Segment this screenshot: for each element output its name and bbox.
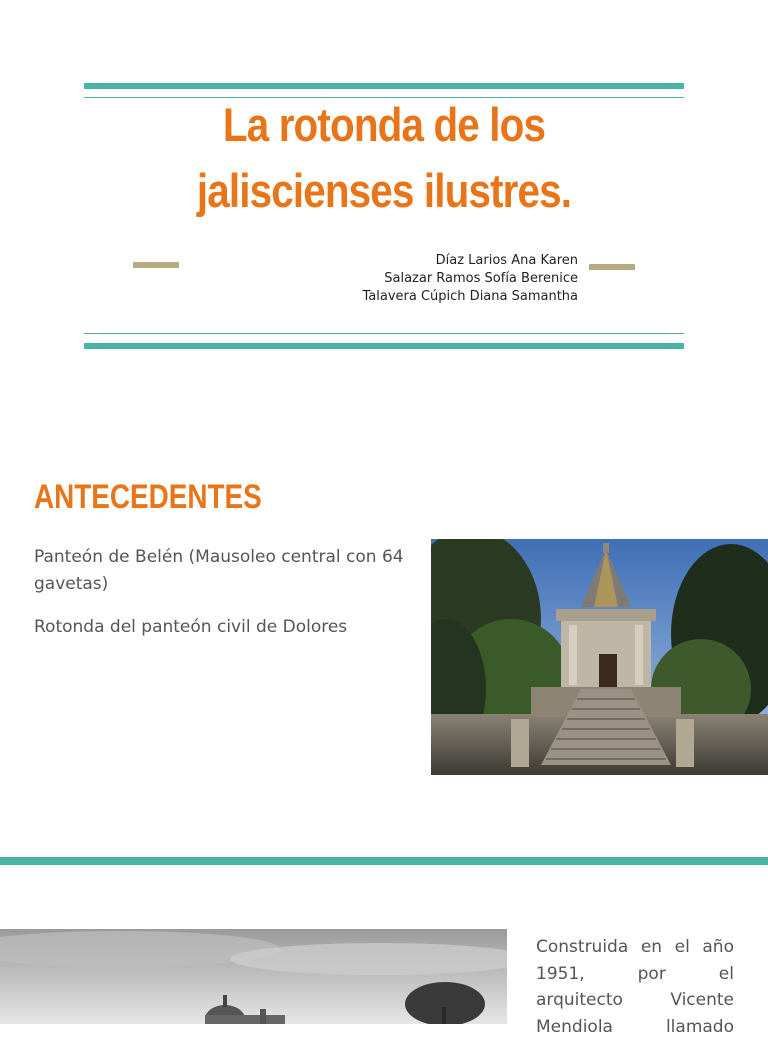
page-title [126, 92, 642, 224]
section-divider [0, 857, 768, 865]
historic-bw-photo [0, 929, 507, 1024]
bottom-border-thin [84, 333, 684, 334]
construction-description [536, 934, 734, 1040]
author-name: Díaz Larios Ana Karen [300, 252, 578, 270]
paragraph-rotonda-dolores: Rotonda del panteón civil de Dolores [34, 614, 429, 641]
word: el [719, 961, 734, 988]
word: por [638, 961, 666, 988]
bottom-border-thick [84, 343, 684, 349]
text-line [536, 987, 734, 1014]
author-name: Talavera Cúpich Diana Samantha [300, 288, 578, 306]
mausoleum-photo [431, 539, 768, 775]
author-list [300, 252, 578, 306]
word: el [675, 934, 690, 961]
title-line-2: jaliscienses ilustres. [126, 158, 642, 224]
title-line-1: La rotonda de los [126, 92, 642, 158]
section-heading: ANTECEDENTES [34, 478, 262, 517]
word: llamado [666, 1014, 734, 1040]
word: Mendiola [536, 1014, 613, 1040]
mausoleum-illustration [431, 539, 768, 775]
paragraph-panteon-belen: Panteón de Belén (Mausoleo central con 64 gavetas) [34, 544, 429, 598]
word: 1951, [536, 961, 585, 988]
word: arquitecto [536, 987, 623, 1014]
word: año [702, 934, 734, 961]
historic-illustration [0, 929, 507, 1024]
text-line [536, 1014, 734, 1040]
top-border-thick [84, 83, 684, 89]
word: Construida [536, 934, 628, 961]
right-accent-dash [589, 264, 635, 270]
word: Vicente [670, 987, 734, 1014]
text-line [536, 961, 734, 988]
word: en [641, 934, 662, 961]
left-accent-dash [133, 262, 179, 268]
text-line [536, 934, 734, 961]
author-name: Salazar Ramos Sofía Berenice [300, 270, 578, 288]
